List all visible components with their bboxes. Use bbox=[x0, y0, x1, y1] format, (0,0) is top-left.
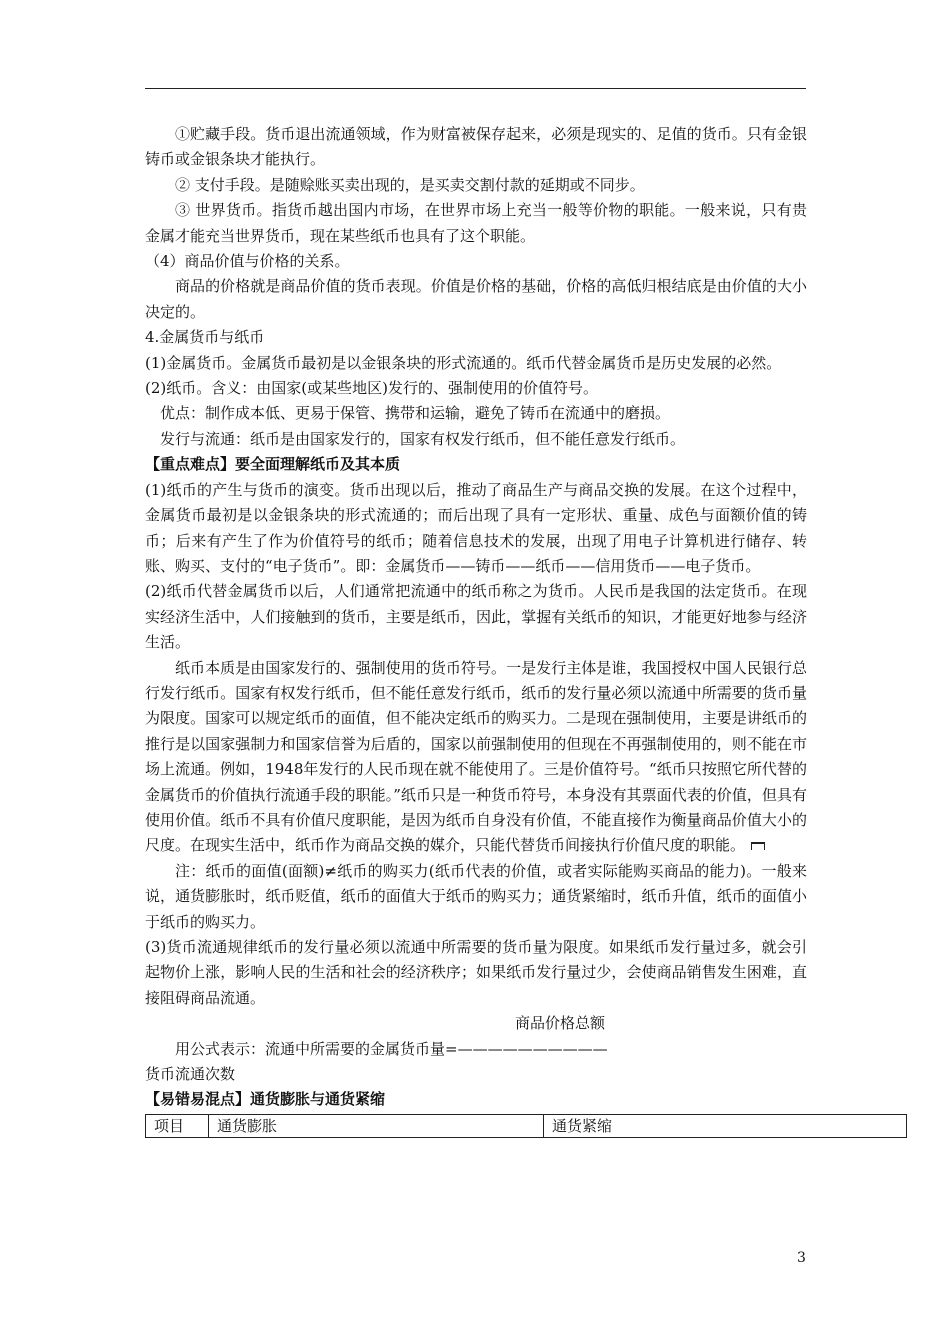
essence-text: 纸币本质是由国家发行的、强制使用的货币符号。一是发行主体是谁，我国授权中国人民银行总行发行纸币。国家有权发行纸币，但不能任意发行纸币，纸币的发行量必须以流通中所需要的货币量为限度。国家可以规定纸币的面值，但不能决定纸币的购买力。二是现在强制使用，主要是讲纸币的推行是以国家强制力和国家信誉为后盾的，国家以前强制使用的但现在不再强制使用的，则不能在市场上流通。例如，1948年发行的人民币现在就不能使用了。三是价值符号。“纸币只按照它所代替的金属货币的价值执行流通手段的职能。”纸币只是一种货币符号，本身没有其票面代表的价值，但具有使用价值。纸币不具有价值尺度职能，是因为纸币自身没有价值，不能直接作为衡量商品价值大小的尺度。在现实生活中，纸币作为商品交换的媒介，只能代替货币间接执行价值尺度的职能。 bbox=[145, 658, 807, 855]
comparison-table bbox=[145, 1114, 907, 1138]
paragraph-value-price-heading: （4）商品价值与价格的关系。 bbox=[145, 252, 350, 271]
table-header-deflation: 通货紧缩 bbox=[544, 1114, 907, 1137]
paragraph-evolution: (1)纸币的产生与货币的演变。货币出现以后，推动了商品生产与商品交换的发展。在这个过程中，金属货币最初是以金银条块的形式流通的；而后出现了具有一定形状、重量、成色与面额价值的铸币；后来有产生了作为价值符号的纸币；随着信息技术的发展，出现了用电子计算机进行储存、转账、购买、支付的“电子货币”。即：金属货币——铸币——纸币——信用货币——电子货币。 bbox=[145, 480, 807, 575]
section-heading-key-points: 【重点难点】要全面理解纸币及其本质 bbox=[145, 455, 401, 474]
formula-numerator: 商品价格总额 bbox=[515, 1014, 606, 1033]
formula-denominator: 货币流通次数 bbox=[145, 1065, 236, 1084]
paragraph-paper-money: (2)纸币。含义：由国家(或某些地区)发行的、强制使用的价值符号。 bbox=[145, 379, 598, 398]
table-header-inflation: 通货膨胀 bbox=[209, 1114, 544, 1137]
paragraph-world-money: ③ 世界货币。指货币越出国内市场，在世界市场上充当一般等价物的职能。一般来说，只有贵金属才能充当世界货币，现在某些纸币也具有了这个职能。 bbox=[145, 201, 807, 245]
section-heading-metal-paper: 4.金属货币与纸币 bbox=[145, 328, 265, 347]
paragraph-legal-tender: (2)纸币代替金属货币以后，人们通常把流通中的纸币称之为货币。人民币是我国的法定货币。在现实经济生活中，人们接触到的货币，主要是纸币，因此，掌握有关纸币的知识，才能更好地参与经济生活。 bbox=[145, 582, 807, 652]
paragraph-means-of-payment: ② 支付手段。是随赊账买卖出现的，是买卖交割付款的延期或不同步。 bbox=[175, 175, 645, 194]
paragraph-note: 注：纸币的面值(面额)≠纸币的购买力(纸币代表的价值，或者实际能购买商品的能力)。一般来说，通货膨胀时，纸币贬值，纸币的面值大于纸币的购买力；通货紧缩时，纸币升值，纸币的面值小于纸币的购买力。 bbox=[145, 861, 807, 931]
formula-line: 用公式表示：流通中所需要的金属货币量=—————————— bbox=[175, 1039, 608, 1058]
section-heading-inflation: 【易错易混点】通货膨胀与通货紧缩 bbox=[145, 1090, 386, 1109]
document-body bbox=[145, 122, 807, 1138]
bracket-mark-icon bbox=[751, 842, 765, 850]
paragraph-store-of-value: ①贮藏手段。货币退出流通领域，作为财富被保存起来，必须是现实的、足值的货币。只有金银铸币或金银条块才能执行。 bbox=[145, 125, 807, 169]
paragraph-metal-money: (1)金属货币。金属货币最初是以金银条块的形式流通的。纸币代替金属货币是历史发展的必然。 bbox=[145, 353, 782, 372]
paragraph-advantages: 优点：制作成本低、更易于保管、携带和运输，避免了铸币在流通中的磨损。 bbox=[160, 404, 671, 423]
header-rule bbox=[145, 88, 806, 89]
table-header-item: 项目 bbox=[146, 1114, 209, 1137]
table-header-row bbox=[146, 1114, 907, 1137]
paragraph-value-price: 商品的价格就是商品价值的货币表现。价值是价格的基础，价格的高低归根结底是由价值的大小决定的。 bbox=[145, 277, 807, 321]
paragraph-essence bbox=[145, 656, 807, 859]
paragraph-issuance: 发行与流通：纸币是由国家发行的，国家有权发行纸币，但不能任意发行纸币。 bbox=[160, 429, 686, 448]
page-number: 3 bbox=[797, 1250, 806, 1266]
paragraph-circulation-law: (3)货币流通规律纸币的发行量必须以流通中所需要的货币量为限度。如果纸币发行量过多，就会引起物价上涨，影响人民的生活和社会的经济秩序；如果纸币发行量过少，会使商品销售发生困难，直接阻碍商品流通。 bbox=[145, 938, 807, 1007]
